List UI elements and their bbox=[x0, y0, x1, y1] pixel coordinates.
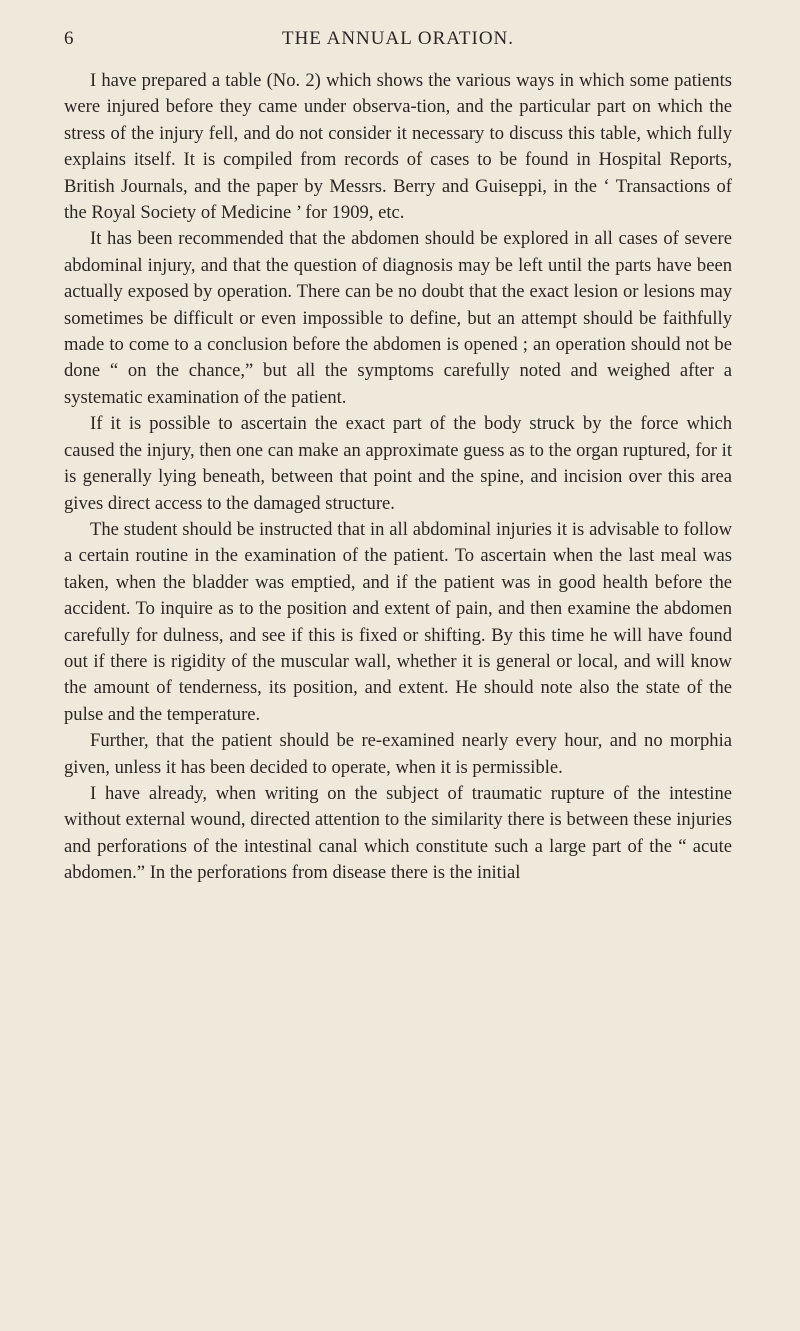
running-head: THE ANNUAL ORATION. bbox=[281, 28, 515, 49]
page-number: 6 bbox=[64, 28, 74, 49]
body-text bbox=[64, 68, 732, 887]
paragraph-exploration: It has been recommended that the abdomen should be explored in all cases of severe abdominal injury, and that the question of diagnosis may be left until the parts have been actually exposed by operation. There can be no doubt that the exact lesion or lesions may sometimes be difficult or even impossible to define, but an attempt should be faithfully made to come to a conclusion before the abdomen is opened ; an operation should not be done “ on the chance,” but all the symptoms carefully noted and weighed after a systematic examination of the patient. bbox=[64, 228, 732, 408]
page-header bbox=[64, 28, 732, 68]
paragraph-body-part: If it is possible to ascertain the exact part of the body struck by the force which caused the injury, then one can make an approximate guess as to the organ ruptured, for it is generally lying beneath, between that point and the spine, and incision over this area gives direct access to the damaged structure. bbox=[64, 413, 732, 514]
paragraph-re-examination: Further, that the patient should be re-examined nearly every hour, and no morphia given, unless it has been decided to operate, when it is permissible. bbox=[64, 730, 732, 778]
paragraph-table-reference: I have prepared a table (No. 2) which shows the various ways in which some patients were injured before they came under observa-tion, and the particular part on which the stress of the injury fell, and do not consider it necessary to discuss this table, which fully explains itself. It is compiled from records of cases to be found in Hospital Reports, British Journals, and the paper by Messrs. Berry and Guiseppi, in the ‘ Transactions of the Royal Society of Medicine ’ for 1909, etc. bbox=[64, 70, 732, 224]
paragraph-routine: The student should be instructed that in all abdominal injuries it is advisable to follow a certain routine in the examination of the patient. To ascertain when the last meal was taken, when the bladder was emptied, and if the patient was in good health before the accident. To inquire as to the position and extent of pain, and then examine the abdomen carefully for dulness, and see if this is fixed or shifting. By this time he will have found out if there is rigidity of the muscular wall, whether it is general or local, and will know the amount of tenderness, its position, and extent. He should note also the state of the pulse and the temperature. bbox=[64, 518, 732, 725]
book-page bbox=[64, 28, 732, 887]
paragraph-perforations: I have already, when writing on the subject of traumatic rupture of the intestine without external wound, directed attention to the similarity there is between these injuries and perforations of the intestinal canal which constitute such a large part of the “ acute abdomen.” In the perforations from disease there is the initial bbox=[64, 782, 732, 884]
